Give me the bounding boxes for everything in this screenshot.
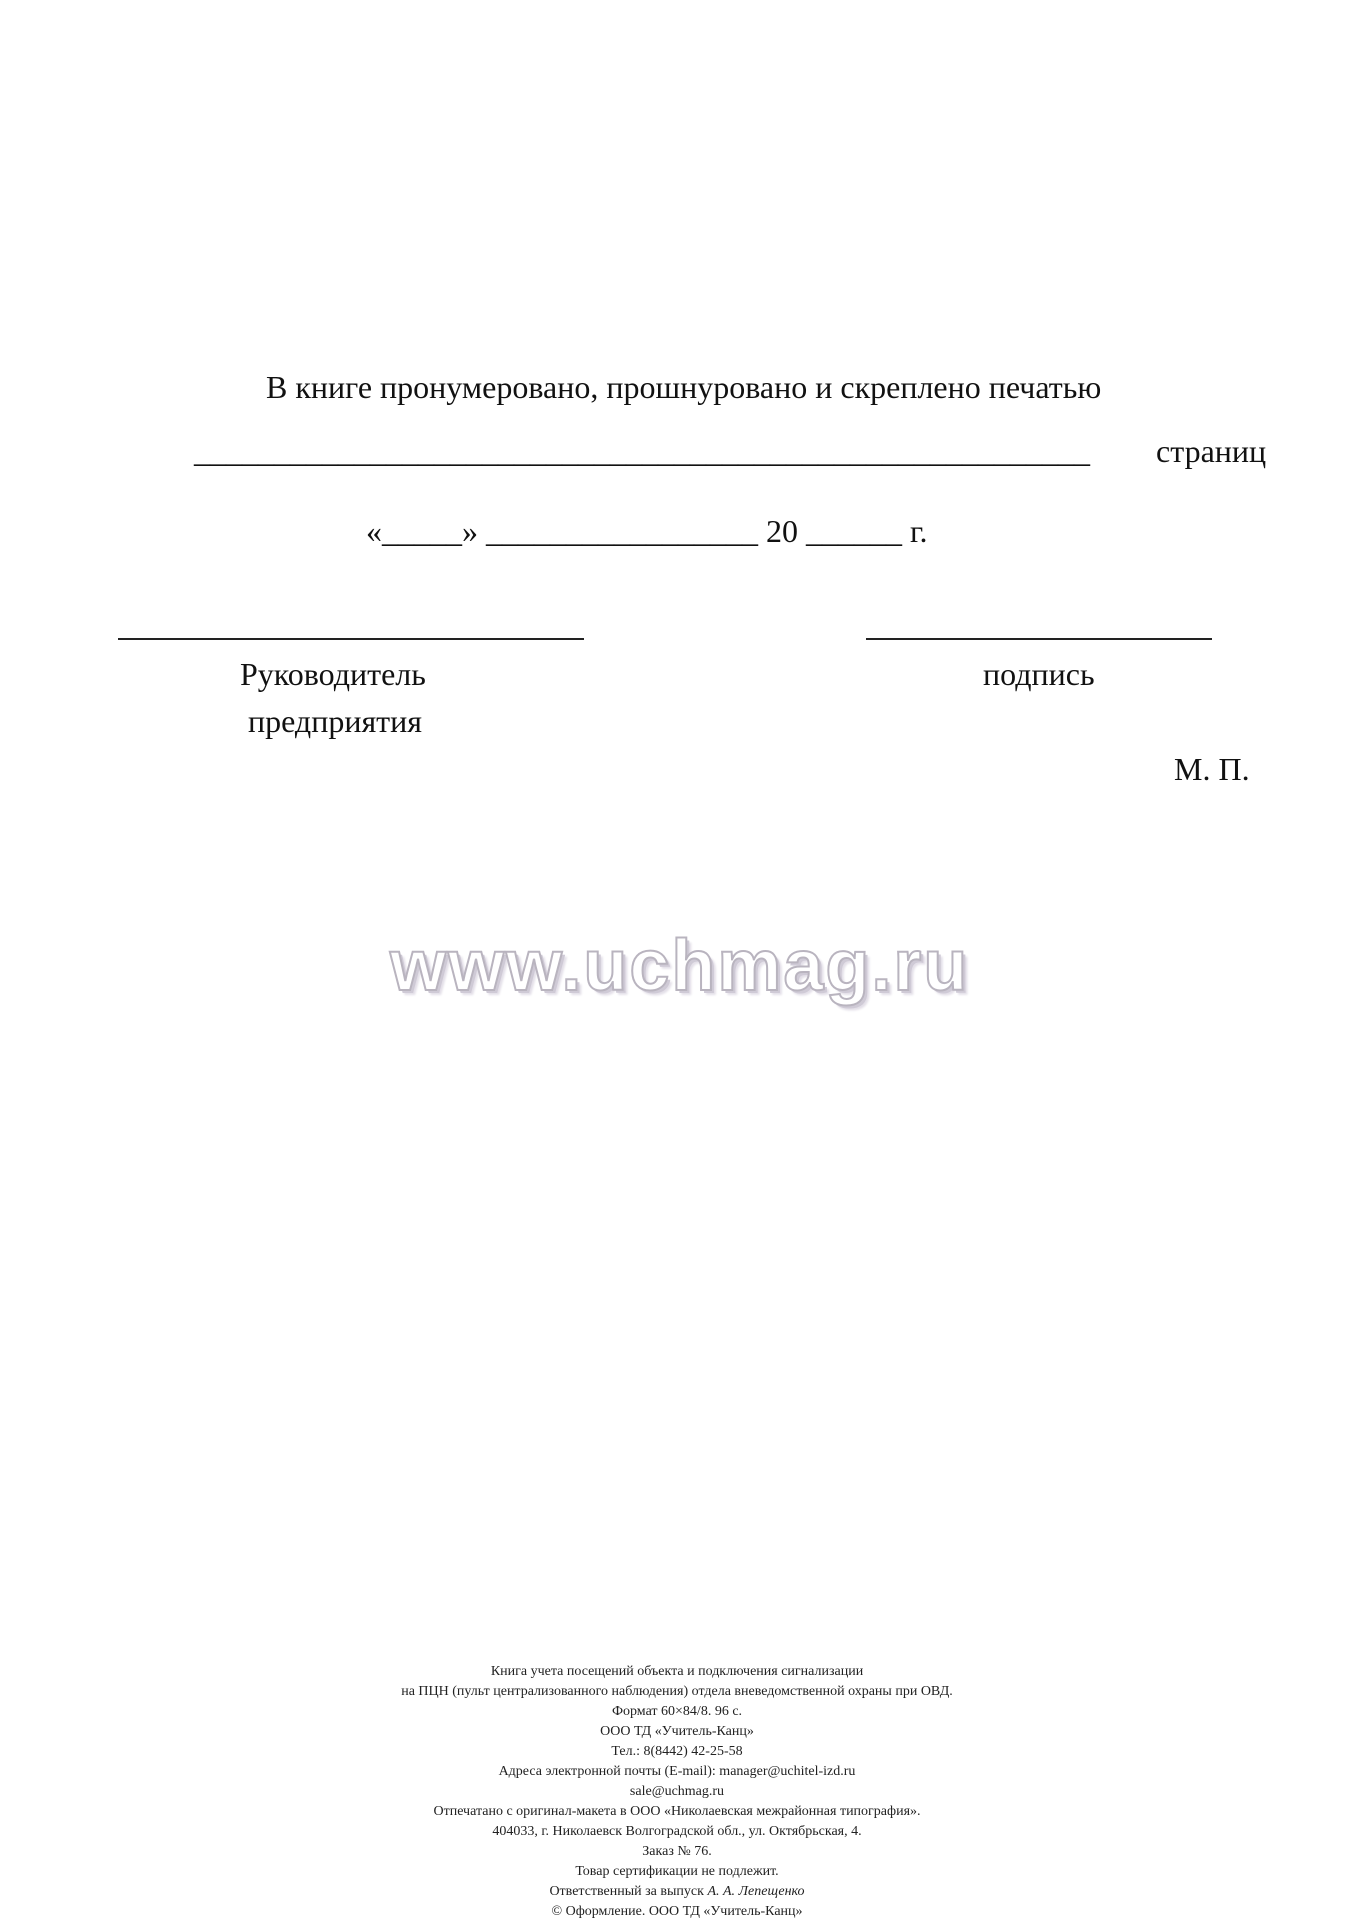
head-signature-line: [118, 638, 584, 640]
imprint-line: Формат 60×84/8. 96 с.: [611, 1704, 743, 1719]
imprint-line: 404033, г. Николаевск Волгоградской обл., ул. Октябрьская, 4.: [492, 1824, 862, 1839]
imprint-line: ООО ТД «Учитель-Канц»: [600, 1724, 754, 1739]
imprint-responsible: [0, 1882, 1354, 1902]
imprint-line: Книга учета посещений объекта и подключения сигнализации: [490, 1664, 864, 1679]
imprint-line: Адреса электронной почты (E-mail): manager@uchitel-izd.ru: [498, 1764, 856, 1779]
certification-title: В книге пронумеровано, прошнуровано и скреплено печатью: [266, 369, 1102, 405]
imprint-line: sale@uchmag.ru: [629, 1784, 725, 1799]
head-label-line1: Руководитель: [240, 656, 426, 692]
responsible-prefix: Ответственный за выпуск: [549, 1884, 704, 1899]
pages-label: страниц: [1156, 433, 1267, 469]
imprint-line: Заказ № 76.: [642, 1844, 712, 1859]
responsible-name: А. А. Лепещенко: [707, 1884, 805, 1899]
imprint-line: Тел.: 8(8442) 42-25-58: [611, 1744, 743, 1759]
imprint-line: Товар сертификации не подлежит.: [575, 1864, 779, 1879]
imprint-line: Отпечатано с оригинал-макета в ООО «Николаевская межрайонная типография».: [433, 1804, 921, 1819]
signature-label: подпись: [983, 656, 1095, 692]
imprint-line: на ПЦН (пульт централизованного наблюдения) отдела вневедомственной охраны при ОВД.: [401, 1684, 953, 1699]
imprint: [0, 1662, 1354, 1922]
date-line: «_____» _________________ 20 ______ г.: [366, 513, 928, 549]
pages-count-blank: ________________________________________________________: [194, 433, 1090, 469]
signature-line: [866, 638, 1212, 640]
imprint-copyright: © Оформление. ООО ТД «Учитель-Канц»: [551, 1904, 803, 1919]
stamp-label: М. П.: [1174, 751, 1250, 787]
head-label-line2: предприятия: [248, 703, 422, 739]
watermark: www.uchmag.ru: [390, 926, 970, 1006]
